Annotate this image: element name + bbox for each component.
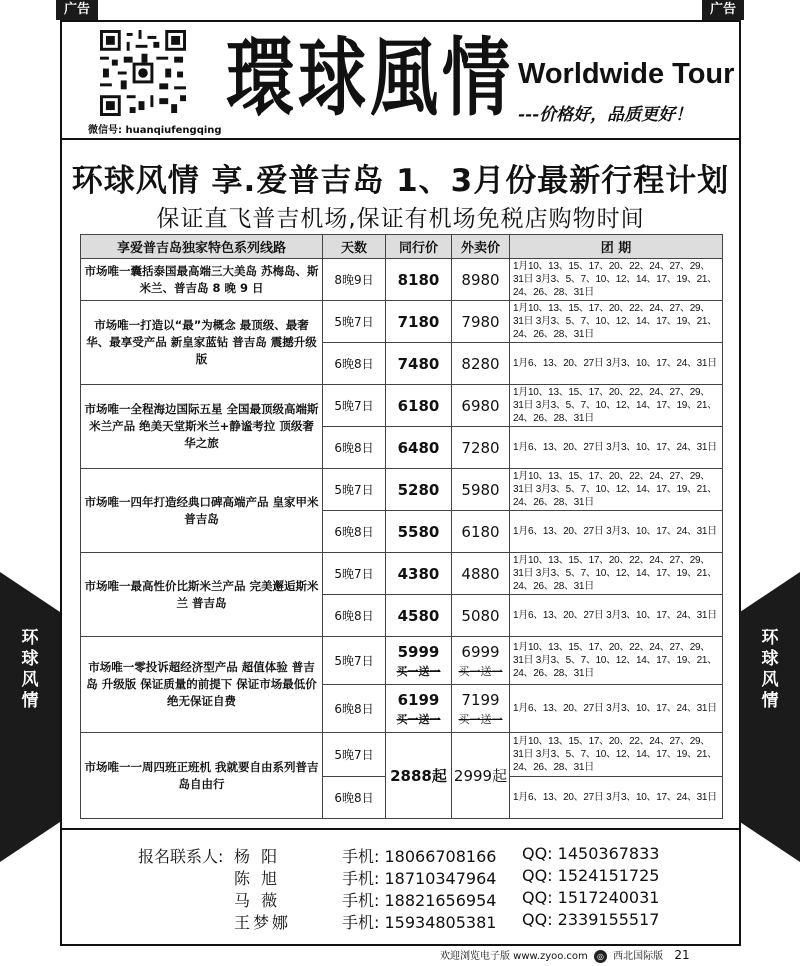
schedule: 1月10、13、15、17、20、22、24、27、29、31日 3月3、5、7、10、12、14、17、19、21、24、26、28、31日 — [510, 637, 723, 685]
schedule: 1月6、13、20、27日 3月3、10、17、24、31日 — [510, 427, 723, 469]
days: 5晚7日 — [323, 301, 386, 343]
trade-price: 5580 — [386, 511, 452, 553]
side-tab-char: 球 — [21, 649, 39, 669]
side-tab-char: 情 — [761, 691, 779, 711]
table-row — [81, 733, 723, 777]
contact-qq: QQ: 2339155517 — [522, 910, 660, 929]
trade-price: 5280 — [386, 469, 452, 511]
days: 5晚7日 — [323, 469, 386, 511]
trade-price: 6180 — [386, 385, 452, 427]
page-subtitle: 保证直飞普吉机场,保证有机场免税店购物时间 — [156, 206, 645, 232]
table-row — [81, 637, 723, 685]
schedule: 1月6、13、20、27日 3月3、10、17、24、31日 — [510, 777, 723, 819]
days: 5晚7日 — [323, 385, 386, 427]
retail-price: 2999起 — [452, 733, 510, 819]
schedule: 1月6、13、20、27日 3月3、10、17、24、31日 — [510, 511, 723, 553]
route-name: 市场唯一囊括泰国最高端三大美岛 苏梅岛、斯米兰、普吉岛 8 晚 9 日 — [81, 259, 323, 301]
table-row — [81, 385, 723, 427]
brand-slogan: ---价格好，品质更好！ — [518, 105, 693, 125]
schedule: 1月6、13、20、27日 3月3、10、17、24、31日 — [510, 685, 723, 733]
col-header-days: 天数 — [323, 235, 386, 259]
col-header-schedule: 团 期 — [510, 235, 723, 259]
qr-code-icon[interactable] — [100, 30, 186, 116]
days: 5晚7日 — [323, 553, 386, 595]
footer-website[interactable]: 欢迎浏览电子版 www.zyoo.com — [440, 951, 588, 962]
side-tab-left — [0, 572, 60, 862]
schedule: 1月6、13、20、27日 3月3、10、17、24、31日 — [510, 595, 723, 637]
trade-price: 8180 — [386, 259, 452, 301]
contact-qq: QQ: 1517240031 — [522, 888, 660, 907]
days: 6晚8日 — [323, 685, 386, 733]
days: 6晚8日 — [323, 595, 386, 637]
contact-name: 杨 阳 — [234, 847, 281, 866]
side-tab-char: 风 — [21, 670, 39, 690]
side-tab-shape — [0, 572, 60, 862]
page-number: 21 — [674, 948, 690, 962]
page-title: 环球风情 享.爱普吉岛 1、3月份最新行程计划 — [71, 163, 730, 199]
contact-qq: QQ: 1524151725 — [522, 866, 660, 885]
side-tab-text — [0, 628, 60, 712]
route-name: 市场唯一打造以“最”为概念 最顶级、最奢华、最享受产品 新皇家蓝钻 普吉岛 震撼升级版 — [81, 301, 323, 385]
trade-price: 4380 — [386, 553, 452, 595]
trade-price-cell — [386, 637, 452, 685]
gift-offer: 买一送一 — [458, 712, 503, 726]
side-tab-char: 风 — [761, 670, 779, 690]
side-tab-char: 情 — [21, 691, 39, 711]
retail-price-cell — [452, 637, 510, 685]
table-row — [81, 553, 723, 595]
days: 6晚8日 — [323, 511, 386, 553]
contact-section — [60, 828, 741, 946]
days: 6晚8日 — [323, 343, 386, 385]
trade-price: 5999 — [397, 642, 440, 661]
trade-price: 6480 — [386, 427, 452, 469]
schedule: 1月10、13、15、17、20、22、24、27、29、31日 3月3、5、7、10、12、14、17、19、21、24、26、28、31日 — [510, 385, 723, 427]
header — [60, 20, 741, 140]
brand-logo-text: 環球風情 — [226, 28, 515, 129]
gift-offer: 买一送一 — [396, 664, 441, 678]
retail-price: 8280 — [452, 343, 510, 385]
trade-price: 4580 — [386, 595, 452, 637]
schedule: 1月6、13、20、27日 3月3、10、17、24、31日 — [510, 343, 723, 385]
trade-price: 2888起 — [386, 733, 452, 819]
table-row — [81, 469, 723, 511]
side-tab-char: 球 — [761, 649, 779, 669]
publisher-logo-icon: ◎ — [594, 950, 607, 963]
side-tab-char: 环 — [21, 628, 39, 648]
table-row — [81, 301, 723, 343]
side-tab-right — [740, 572, 800, 862]
days: 5晚7日 — [323, 733, 386, 777]
contact-phone: 手机: 18821656954 — [342, 891, 497, 910]
side-tab-char: 环 — [761, 628, 779, 648]
col-header-retail-price: 外卖价 — [452, 235, 510, 259]
retail-price: 7980 — [452, 301, 510, 343]
table-header-row — [81, 235, 723, 259]
schedule: 1月10、13、15、17、20、22、24、27、29、31日 3月3、5、7、10、12、14、17、19、21、24、26、28、31日 — [510, 733, 723, 777]
trade-price: 6199 — [397, 690, 440, 709]
schedule: 1月10、13、15、17、20、22、24、27、29、31日 3月3、5、7、10、12、14、17、19、21、24、26、28、31日 — [510, 553, 723, 595]
days: 5晚7日 — [323, 637, 386, 685]
days: 6晚8日 — [323, 777, 386, 819]
contact-label: 报名联系人: — [138, 847, 224, 866]
schedule: 1月10、13、15、17、20、22、24、27、29、31日 3月3、5、7、10、12、14、17、19、21、24、26、28、31日 — [510, 469, 723, 511]
retail-price-cell — [452, 685, 510, 733]
side-tab-text — [740, 628, 800, 712]
trade-price: 7480 — [386, 343, 452, 385]
brand-english-name: Worldwide Tour — [518, 58, 735, 90]
wechat-id: 微信号: huanqiufengqing — [88, 125, 222, 136]
retail-price: 7280 — [452, 427, 510, 469]
trade-price-cell — [386, 685, 452, 733]
retail-price: 4880 — [452, 553, 510, 595]
ad-label-left: 广告 — [56, 0, 98, 20]
footer-publisher: 西北国际版 — [613, 951, 664, 962]
footer — [440, 948, 690, 964]
days: 6晚8日 — [323, 427, 386, 469]
itinerary-table — [80, 234, 722, 819]
route-name: 市场唯一最高性价比斯米兰产品 完美邂逅斯米兰 普吉岛 — [81, 553, 323, 637]
col-header-trade-price: 同行价 — [386, 235, 452, 259]
retail-price: 6180 — [452, 511, 510, 553]
schedule: 1月10、13、15、17、20、22、24、27、29、31日 3月3、5、7、10、12、14、17、19、21、24、26、28、31日 — [510, 259, 723, 301]
route-name: 市场唯一一周四班正班机 我就要自由系列普吉岛自由行 — [81, 733, 323, 819]
retail-price: 5080 — [452, 595, 510, 637]
retail-price: 5980 — [452, 469, 510, 511]
contact-name: 陈 旭 — [234, 869, 281, 888]
contact-phone: 手机: 15934805381 — [342, 913, 497, 932]
trade-price: 7180 — [386, 301, 452, 343]
days: 8晚9日 — [323, 259, 386, 301]
retail-price: 6980 — [452, 385, 510, 427]
gift-offer: 买一送一 — [458, 664, 503, 678]
side-tab-shape — [740, 572, 800, 862]
contact-name: 马 薇 — [234, 891, 281, 910]
col-header-route: 享爱普吉岛独家特色系列线路 — [81, 235, 323, 259]
retail-price: 7199 — [461, 690, 500, 709]
route-name: 市场唯一零投诉超经济型产品 超值体验 普吉岛 升级版 保证质量的前提下 保证市场最低价 绝无保证自费 — [81, 637, 323, 733]
retail-price: 8980 — [452, 259, 510, 301]
gift-offer: 买一送一 — [396, 712, 441, 726]
retail-price: 6999 — [461, 642, 500, 661]
ad-label-right: 广告 — [702, 0, 744, 20]
schedule: 1月10、13、15、17、20、22、24、27、29、31日 3月3、5、7、10、12、14、17、19、21、24、26、28、31日 — [510, 301, 723, 343]
contact-name: 王梦娜 — [234, 913, 292, 932]
route-name: 市场唯一全程海边国际五星 全国最顶级高端斯米兰产品 绝美天堂斯米兰+静谧考拉 顶级奢华之旅 — [81, 385, 323, 469]
contact-phone: 手机: 18066708166 — [342, 847, 497, 866]
contact-qq: QQ: 1450367833 — [522, 844, 660, 863]
route-name: 市场唯一四年打造经典口碑高端产品 皇家甲米 普吉岛 — [81, 469, 323, 553]
table-row — [81, 259, 723, 301]
contact-phone: 手机: 18710347964 — [342, 869, 497, 888]
